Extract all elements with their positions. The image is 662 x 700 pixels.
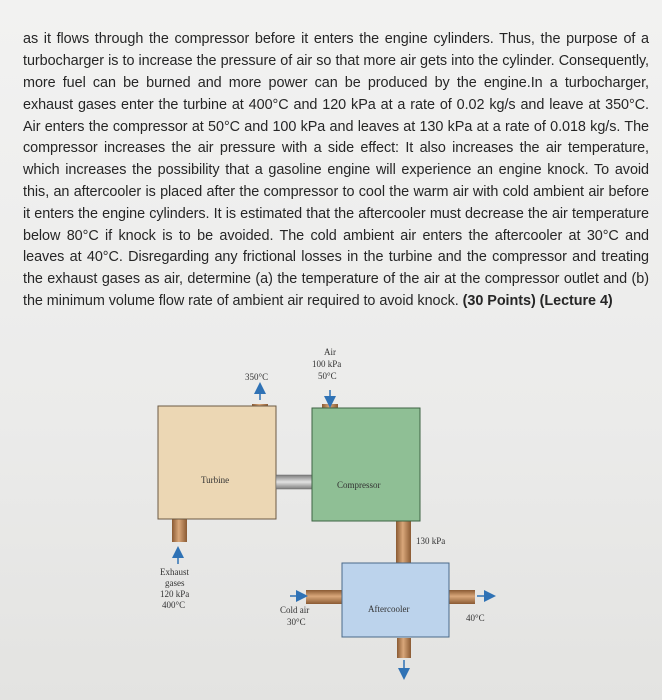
problem-text: as it flows through the compressor before it enters the engine cylinders. Thus, the purpose of a turbocharger is to increase the pressure of air so that more air gets into the cylinder. Consequently, more fuel can be burned and more power can be produced by the engine.In a turbocharger, exhaust gases enter the turbine at 400°C and 120 kPa at a rate of 0.02 kg/s and leave at 350°C. Air enters the compressor at 50°C and 100 kPa and leaves at 130 kPa at a rate of 0.018 kg/s. The compressor increases the air pressure with a side effect: It also increases the air temperature, which increases the possibility that a gasoline engine will experience an engine knock. To avoid this, an aftercooler is placed after the compressor to cool the warm air with cold ambient air before it enters the engine cylinders. It is estimated that the aftercooler must decrease the air temperature below 80°C if knock is to be avoided. The cold ambient air enters the aftercooler at 30°C and leaves at 40°C. Disregarding any frictional losses in the turbine and the compressor and treating the exhaust gases as air, determine (a) the temperature of the air at the compressor outlet and (b) the minimum volume flow rate of ambient air required to avoid knock.	[23, 31, 649, 309]
aftercooler-label: Aftercooler	[368, 604, 410, 614]
compressor-outlet-pipe	[396, 519, 411, 563]
turbine	[158, 404, 276, 542]
compressor-label: Compressor	[337, 480, 381, 490]
air-in-pressure: 100 kPa	[312, 359, 342, 369]
compressor-body	[312, 408, 420, 521]
turbine-body	[158, 406, 276, 519]
exhaust-gases-label: gases	[165, 578, 185, 588]
aftercooler	[306, 563, 475, 658]
turbine-exit-temp: 350°C	[245, 372, 269, 382]
compressor-exit-pressure: 130 kPa	[416, 536, 446, 546]
cold-air-temp: 30°C	[287, 617, 306, 627]
cold-air-inlet-pipe	[306, 590, 342, 604]
aftercooler-air-exit-pipe	[397, 638, 411, 658]
cold-air-exit-temp: 40°C	[466, 613, 485, 623]
exhaust-pressure: 120 kPa	[160, 589, 190, 599]
points-label: (30 Points) (Lecture 4)	[462, 292, 613, 309]
air-in-label: Air	[324, 347, 336, 357]
aftercooler-body	[342, 563, 449, 637]
turbocharger-diagram	[0, 338, 662, 700]
exhaust-label: Exhaust	[160, 567, 189, 577]
compressor	[312, 404, 420, 563]
exhaust-temp: 400°C	[162, 600, 186, 610]
problem-statement	[23, 29, 649, 312]
shaft	[276, 475, 312, 489]
cold-air-outlet-pipe	[447, 590, 475, 604]
air-in-temp: 50°C	[318, 371, 337, 381]
turbine-label: Turbine	[201, 475, 230, 485]
cold-air-label: Cold air	[280, 605, 310, 615]
